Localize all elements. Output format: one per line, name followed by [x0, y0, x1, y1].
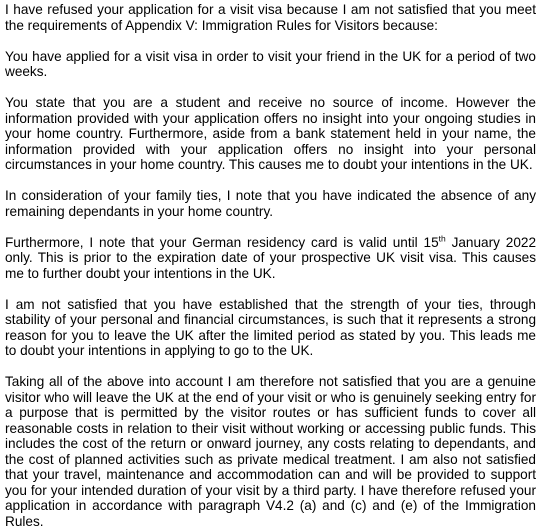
paragraph-refusal-statement: I have refused your application for a visit visa because I am not satisfied that you meet the requirements of Appendix V: Immigration Rules for Visitors because:	[5, 2, 536, 33]
paragraph-family-ties: In consideration of your family ties, I note that you have indicated the absence of any remaining dependants in your home country.	[5, 188, 536, 219]
paragraph-conclusion: Taking all of the above into account I am therefore not satisfied that you are a genuine visitor who will leave the UK at the end of your visit or who is genuinely seeking entry for a purpose that is permitted by the visitor routes or has sufficient funds to cover all reasonable costs in relation to their visit without working or accessing public funds. This includes the cost of the return or onward journey, any costs relating to dependants, and the cost of planned activities such as private medical treatment. I am also not satisfied that your travel, maintenance and accommodation can and will be provided to support you for your intended duration of your visit by a third party. I have therefore refused your application in accordance with paragraph V4.2 (a) and (c) and (e) of the Immigration Rules.	[5, 374, 536, 529]
paragraph-residency-card	[5, 232, 537, 282]
residency-text-end: January 2022 only. This is prior to the expiration date of your prospective UK visit visa. This causes me to further doubt your intentions in the UK.	[5, 234, 537, 281]
paragraph-visit-purpose: You have applied for a visit visa in order to visit your friend in the UK for a period of two weeks.	[5, 48, 536, 79]
ordinal-suffix: th	[438, 232, 446, 243]
paragraph-strength-of-ties: I am not satisfied that you have established that the strength of your ties, through stability of your personal and financial circumstances, is such that it represents a strong reason for you to leave the UK after the limited period as stated by you. This leads me to doubt your intentions in applying to go to the UK.	[5, 296, 536, 358]
paragraph-income-circumstances: You state that you are a student and receive no source of income. However the information provided with your application offers no insight into your ongoing studies in your home country. Furthermore, aside from a bank statement held in your name, the information provided with your application offers no insight into your personal circumstances in your home country. This causes me to doubt your intentions in the UK.	[5, 95, 536, 172]
residency-text-start: Furthermore, I note that your German residency card is valid until 15	[5, 234, 439, 250]
